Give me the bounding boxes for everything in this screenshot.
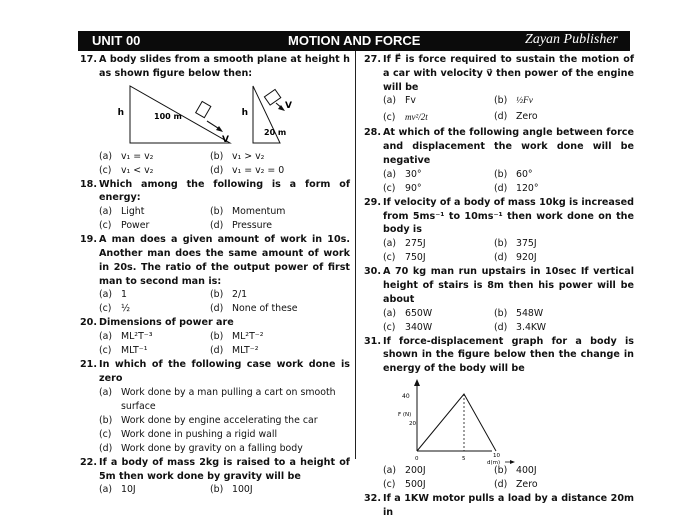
option-c[interactable]: (c) Power xyxy=(99,220,150,232)
option-a[interactable]: (a) ML²T⁻³ xyxy=(99,331,153,343)
force-displacement-graph xyxy=(364,376,634,466)
y-axis-label: F (N) xyxy=(398,411,412,418)
options-row xyxy=(80,442,350,456)
options-row xyxy=(80,428,350,442)
options-row xyxy=(80,483,350,497)
question-17 xyxy=(80,53,350,81)
question-text: In which of the following case work done is zero xyxy=(99,359,350,384)
option-b[interactable]: (b) 400J xyxy=(494,464,537,476)
option-b[interactable]: (b) 60° xyxy=(494,168,533,180)
length-label-2: 20 m xyxy=(264,127,287,137)
question-number: 32. xyxy=(364,492,381,504)
option-c[interactable]: (c) MLT⁻¹ xyxy=(99,345,148,357)
question-29 xyxy=(364,196,634,237)
option-d[interactable]: (d) Work done by gravity on a falling body xyxy=(99,442,303,454)
option-d[interactable]: (d) Zero xyxy=(494,111,538,123)
options-row xyxy=(80,344,350,358)
question-31 xyxy=(364,335,634,376)
incline-figure xyxy=(80,81,350,150)
option-b[interactable]: (b) 548W xyxy=(494,307,544,319)
question-number: 30. xyxy=(364,266,381,278)
option-d[interactable]: (d) Pressure xyxy=(210,220,273,232)
question-text: A man does a given amount of work in 10s. Another man does the same amount of work in 20s. The ratio of the output power of first man to second man is: xyxy=(99,234,350,287)
question-20 xyxy=(80,316,350,330)
question-number: 22. xyxy=(80,456,97,468)
question-text: A body slides from a smooth plane at height h as shown figure below then: xyxy=(99,54,350,79)
question-text: Which among the following is a form of energy: xyxy=(99,178,350,204)
option-c[interactable]: (c) 500J xyxy=(383,478,426,490)
options-row xyxy=(80,414,350,428)
option-a[interactable]: (a) 30° xyxy=(383,168,422,180)
unit-label: UNIT 00 xyxy=(92,33,141,48)
option-a[interactable]: (a) 275J xyxy=(383,238,426,250)
options-row xyxy=(364,237,634,251)
option-b[interactable]: (b) v₁ > v₂ xyxy=(210,150,265,162)
options-row xyxy=(364,307,634,321)
options-row xyxy=(364,321,634,335)
y-mid-label: 20 xyxy=(409,420,416,427)
option-c[interactable]: (c) Work done in pushing a rigid wall xyxy=(99,428,278,440)
option-d[interactable]: (d) v₁ = v₂ = 0 xyxy=(210,164,285,176)
publisher-name: Zayan Publisher xyxy=(525,32,618,47)
question-text: If force-displacement graph for a body is shown in the figure below then the change in energy of the body will be xyxy=(383,335,634,375)
question-21 xyxy=(80,358,350,386)
topic-title: MOTION AND FORCE xyxy=(288,33,421,48)
question-text: A 70 kg man run upstairs in 10sec If vertical height of stairs is 8m then his power will be about xyxy=(383,266,634,305)
option-a[interactable]: (a) 650W xyxy=(383,307,433,319)
question-number: 31. xyxy=(364,335,381,347)
question-text: Dimensions of power are xyxy=(99,317,234,329)
option-b[interactable]: (b) 375J xyxy=(494,238,537,250)
height-label-2: h xyxy=(241,107,248,118)
option-a[interactable]: (a) 1 xyxy=(99,289,127,301)
option-a[interactable]: (a) Fv xyxy=(383,95,416,107)
right-column xyxy=(364,51,634,520)
x-axis-label: d(m) xyxy=(487,459,501,466)
option-c[interactable]: (c) mv²/2t xyxy=(383,112,428,124)
option-c[interactable]: (c) ½ xyxy=(99,303,131,315)
incline-diagram xyxy=(80,81,350,150)
options-row xyxy=(364,251,634,265)
option-b[interactable]: (b) ML²T⁻² xyxy=(210,331,264,343)
options-row xyxy=(80,302,350,316)
option-d[interactable]: (d) Zero xyxy=(494,478,538,490)
question-text: If a body of mass 2kg is raised to a height of 5m then work done by gravity will be xyxy=(99,456,350,482)
velocity-label-2: V xyxy=(285,100,292,111)
options-row xyxy=(80,219,350,233)
question-19 xyxy=(80,233,350,288)
question-30 xyxy=(364,265,634,306)
option-c[interactable]: (c) 750J xyxy=(383,252,426,264)
question-number: 21. xyxy=(80,359,97,371)
options-row xyxy=(80,386,350,414)
question-number: 17. xyxy=(80,54,97,65)
options-row xyxy=(80,164,350,178)
velocity-label-1: V xyxy=(222,134,229,145)
question-22 xyxy=(80,456,350,484)
option-a[interactable]: (a) Light xyxy=(99,206,145,218)
x-end-label: 10 xyxy=(493,452,500,459)
question-text: At which of the following angle between force and displacement the work done will be negative xyxy=(383,127,634,166)
option-a[interactable]: (a) v₁ = v₂ xyxy=(99,150,154,162)
options-row xyxy=(364,478,634,492)
question-text: If a 1KW motor pulls a load by a distance 20m in xyxy=(383,492,634,518)
option-a[interactable]: (a) Work done by a man pulling a cart on smooth surface xyxy=(99,386,336,412)
options-row xyxy=(364,464,634,478)
option-a[interactable]: (a) 10J xyxy=(99,484,136,496)
question-number: 20. xyxy=(80,317,97,329)
left-column xyxy=(80,51,350,497)
page-header xyxy=(78,31,630,51)
option-b[interactable]: (b) Work done by engine accelerating the car xyxy=(99,414,318,426)
options-row xyxy=(364,108,634,126)
question-27 xyxy=(364,53,634,94)
option-b[interactable]: (b) Momentum xyxy=(210,206,286,218)
option-c[interactable]: (c) v₁ < v₂ xyxy=(99,164,154,176)
option-c[interactable]: (c) 90° xyxy=(383,182,422,194)
option-d[interactable]: (d) None of these xyxy=(210,303,298,315)
option-d[interactable]: (d) 3.4KW xyxy=(494,321,546,333)
y-peak-label: 40 xyxy=(402,392,410,400)
height-label-1: h xyxy=(117,107,124,118)
option-b[interactable]: (b) 100J xyxy=(210,484,253,496)
option-d[interactable]: (d) 120° xyxy=(494,182,539,194)
question-number: 18. xyxy=(80,178,97,190)
question-number: 29. xyxy=(364,196,381,208)
question-text: If velocity of a body of mass 10kg is increased from 5ms⁻¹ to 10ms⁻¹ then work done on the body is xyxy=(383,196,634,236)
question-number: 27. xyxy=(364,54,381,65)
force-displacement-svg xyxy=(364,376,634,466)
x-origin-label: 0 xyxy=(415,455,419,462)
question-18 xyxy=(80,178,350,206)
options-row xyxy=(80,288,350,302)
question-text: If F⃗ is force required to sustain the motion of a car with velocity v⃗ then power of the engine will be xyxy=(383,54,634,93)
options-row xyxy=(364,168,634,182)
option-a[interactable]: (a) 200J xyxy=(383,464,426,476)
question-32 xyxy=(364,492,634,520)
question-number: 28. xyxy=(364,127,381,139)
x-mid-label: 5 xyxy=(462,455,466,462)
option-b[interactable]: (b) ½Fv xyxy=(494,95,533,107)
question-28 xyxy=(364,126,634,167)
options-row xyxy=(80,205,350,219)
option-d[interactable]: (d) 920J xyxy=(494,252,537,264)
option-d[interactable]: (d) MLT⁻² xyxy=(210,345,259,357)
question-number: 19. xyxy=(80,234,97,246)
options-row xyxy=(80,330,350,344)
options-row xyxy=(364,182,634,196)
option-c[interactable]: (c) 340W xyxy=(383,321,433,333)
options-row xyxy=(80,150,350,164)
length-label-1: 100 m xyxy=(154,111,182,121)
option-b[interactable]: (b) 2/1 xyxy=(210,289,248,301)
options-row xyxy=(364,94,634,108)
